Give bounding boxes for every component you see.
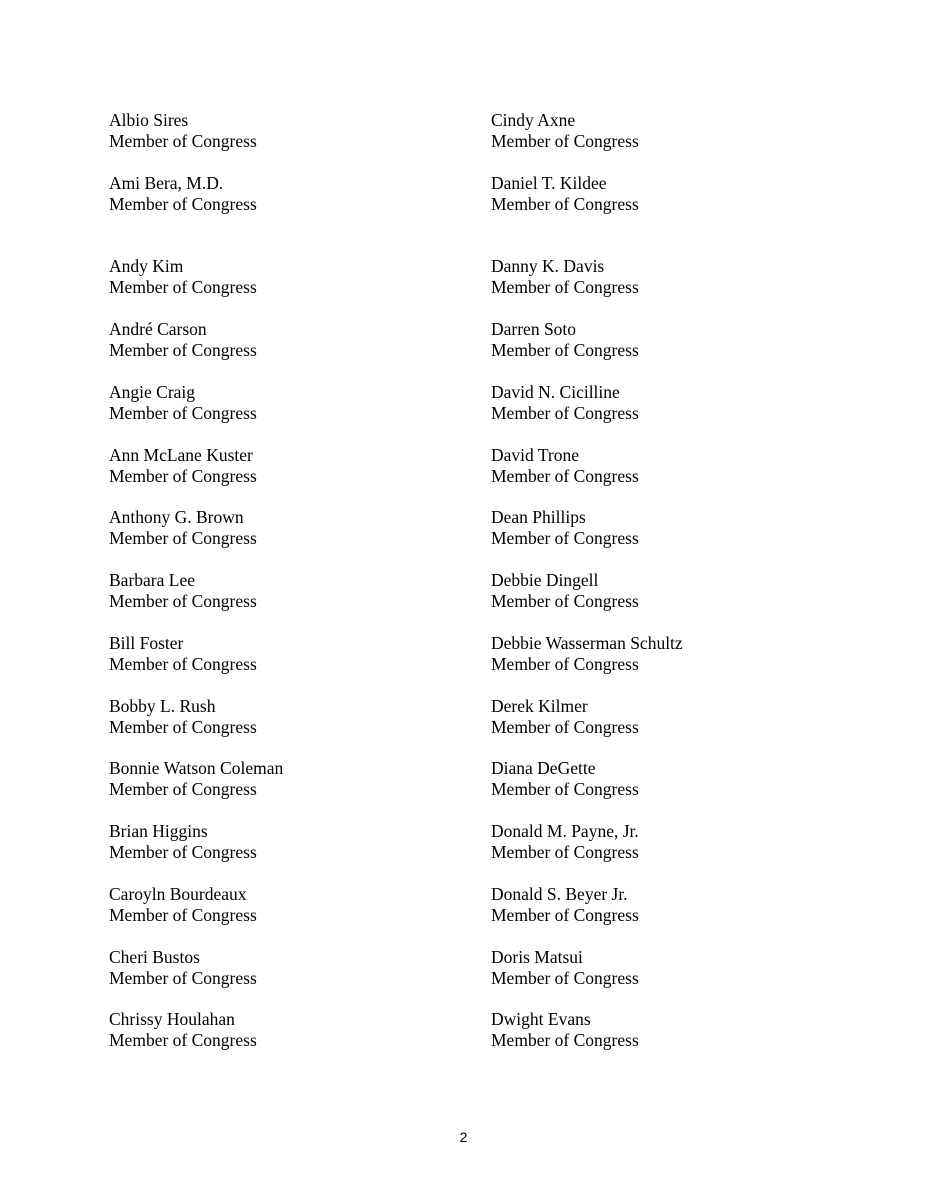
signer-name: David Trone bbox=[491, 445, 579, 465]
signer-name: Ami Bera, M.D. bbox=[109, 173, 224, 193]
signer-name: Donald M. Payne, Jr. bbox=[491, 821, 639, 841]
signer-title: Member of Congress bbox=[109, 131, 257, 151]
signer-title: Member of Congress bbox=[109, 194, 257, 214]
signer-name: Daniel T. Kildee bbox=[491, 173, 607, 193]
signer-name: Andy Kim bbox=[109, 256, 184, 276]
signer-name: Dean Phillips bbox=[491, 507, 586, 527]
signer-title: Member of Congress bbox=[109, 340, 257, 360]
signer-block bbox=[491, 821, 871, 863]
signer-title: Member of Congress bbox=[109, 842, 257, 862]
signer-title: Member of Congress bbox=[109, 654, 257, 674]
signer-block bbox=[491, 445, 871, 487]
signer-title: Member of Congress bbox=[109, 717, 257, 737]
signer-title: Member of Congress bbox=[109, 528, 257, 548]
signer-title: Member of Congress bbox=[491, 654, 639, 674]
signer-name: Angie Craig bbox=[109, 382, 196, 402]
signer-name: Anthony G. Brown bbox=[109, 507, 244, 527]
signer-title: Member of Congress bbox=[491, 842, 639, 862]
signer-block bbox=[491, 884, 871, 926]
signer-name: Debbie Wasserman Schultz bbox=[491, 633, 683, 653]
signer-title: Member of Congress bbox=[491, 466, 639, 486]
signer-title: Member of Congress bbox=[109, 905, 257, 925]
signer-name: Caroyln Bourdeaux bbox=[109, 884, 247, 904]
signer-name: Debbie Dingell bbox=[491, 570, 599, 590]
signer-name: Bill Foster bbox=[109, 633, 184, 653]
signer-block bbox=[109, 256, 489, 298]
signer-name: Chrissy Houlahan bbox=[109, 1009, 235, 1029]
signer-name: Derek Kilmer bbox=[491, 696, 588, 716]
signer-title: Member of Congress bbox=[109, 779, 257, 799]
signer-block bbox=[491, 947, 871, 989]
signer-block bbox=[491, 256, 871, 298]
signer-block bbox=[491, 758, 871, 800]
signer-block bbox=[109, 633, 489, 675]
signer-block bbox=[109, 507, 489, 549]
signer-title: Member of Congress bbox=[491, 277, 639, 297]
signer-title: Member of Congress bbox=[109, 466, 257, 486]
signer-name: Bobby L. Rush bbox=[109, 696, 216, 716]
signer-block bbox=[109, 884, 489, 926]
signer-block bbox=[491, 507, 871, 549]
signer-name: Diana DeGette bbox=[491, 758, 596, 778]
signer-name: Cheri Bustos bbox=[109, 947, 200, 967]
signer-title: Member of Congress bbox=[491, 717, 639, 737]
signer-title: Member of Congress bbox=[491, 194, 639, 214]
signer-title: Member of Congress bbox=[491, 779, 639, 799]
signer-name: Cindy Axne bbox=[491, 110, 576, 130]
signer-block bbox=[491, 570, 871, 612]
signer-block bbox=[491, 696, 871, 738]
signer-block bbox=[109, 110, 489, 152]
signer-title: Member of Congress bbox=[491, 905, 639, 925]
signer-name: Albio Sires bbox=[109, 110, 189, 130]
signer-name: Donald S. Beyer Jr. bbox=[491, 884, 628, 904]
signer-title: Member of Congress bbox=[491, 968, 639, 988]
signer-name: Brian Higgins bbox=[109, 821, 208, 841]
signer-title: Member of Congress bbox=[491, 591, 639, 611]
signer-block bbox=[491, 319, 871, 361]
signer-name: David N. Cicilline bbox=[491, 382, 620, 402]
page-number: 2 bbox=[459, 1129, 468, 1145]
signer-block bbox=[491, 173, 871, 215]
signer-name: Darren Soto bbox=[491, 319, 577, 339]
signer-block bbox=[109, 570, 489, 612]
signer-name: Ann McLane Kuster bbox=[109, 445, 253, 465]
signer-title: Member of Congress bbox=[491, 528, 639, 548]
signer-block bbox=[109, 382, 489, 424]
signer-name: Barbara Lee bbox=[109, 570, 195, 590]
signer-name: Danny K. Davis bbox=[491, 256, 605, 276]
signer-block bbox=[491, 1009, 871, 1051]
signer-name: André Carson bbox=[109, 319, 207, 339]
signer-block bbox=[491, 382, 871, 424]
signer-title: Member of Congress bbox=[109, 277, 257, 297]
signer-block bbox=[491, 110, 871, 152]
signer-title: Member of Congress bbox=[109, 403, 257, 423]
signer-block bbox=[109, 947, 489, 989]
signer-block bbox=[109, 758, 489, 800]
signer-block bbox=[109, 821, 489, 863]
signer-block bbox=[109, 445, 489, 487]
signer-block bbox=[109, 319, 489, 361]
signer-title: Member of Congress bbox=[109, 591, 257, 611]
signer-name: Dwight Evans bbox=[491, 1009, 591, 1029]
signer-block bbox=[491, 633, 871, 675]
signer-title: Member of Congress bbox=[491, 131, 639, 151]
signer-title: Member of Congress bbox=[491, 403, 639, 423]
signer-name: Doris Matsui bbox=[491, 947, 583, 967]
signer-title: Member of Congress bbox=[491, 340, 639, 360]
signer-name: Bonnie Watson Coleman bbox=[109, 758, 284, 778]
signer-block bbox=[109, 696, 489, 738]
signer-title: Member of Congress bbox=[491, 1030, 639, 1050]
signer-block bbox=[109, 173, 489, 215]
signer-title: Member of Congress bbox=[109, 1030, 257, 1050]
signer-title: Member of Congress bbox=[109, 968, 257, 988]
signer-block bbox=[109, 1009, 489, 1051]
